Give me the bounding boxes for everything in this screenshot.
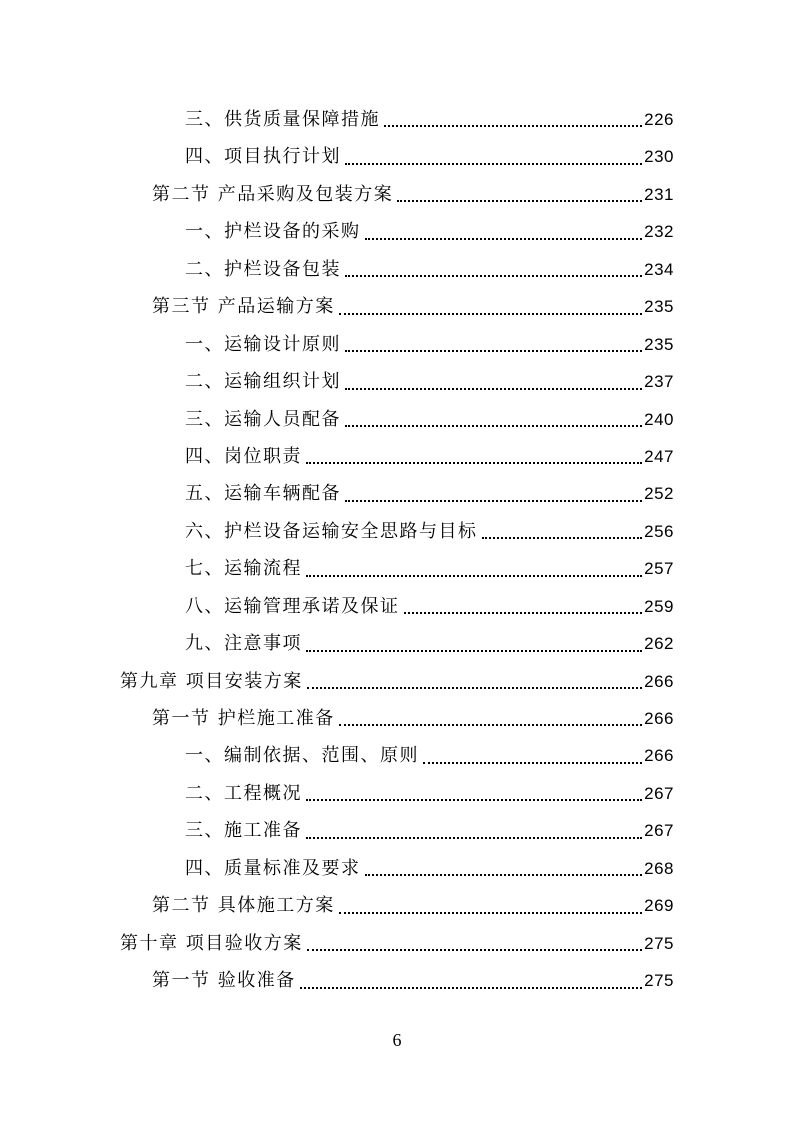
toc-entry-page: 237 bbox=[644, 372, 674, 392]
toc-entry-page: 267 bbox=[644, 783, 674, 803]
toc-entry-title: 三、施工准备 bbox=[185, 820, 302, 842]
toc-entry[interactable] bbox=[0, 176, 794, 213]
toc-entry-page: 266 bbox=[644, 709, 674, 728]
toc-entry-page: 257 bbox=[644, 559, 674, 579]
toc-entry[interactable] bbox=[0, 850, 794, 887]
toc-entry-title: 第一节 验收准备 bbox=[152, 970, 296, 992]
toc-entry-page: 269 bbox=[644, 896, 674, 916]
toc-dot-leader bbox=[482, 513, 643, 550]
toc-dot-leader bbox=[345, 401, 642, 438]
toc-entry-page: 240 bbox=[644, 409, 674, 429]
toc-dot-leader bbox=[339, 288, 642, 325]
toc-entry[interactable] bbox=[0, 700, 794, 737]
toc-entry-title: 三、运输人员配备 bbox=[185, 408, 341, 430]
toc-entry[interactable] bbox=[0, 925, 794, 962]
toc-entry-page: 262 bbox=[644, 634, 674, 654]
toc-entry-title: 六、护栏设备运输安全思路与目标 bbox=[185, 520, 478, 542]
toc-entry-page: 268 bbox=[644, 858, 674, 878]
toc-entry[interactable] bbox=[0, 887, 794, 924]
toc-entry-title: 四、岗位职责 bbox=[185, 445, 302, 467]
toc-entry[interactable] bbox=[0, 775, 794, 812]
toc-dot-leader bbox=[423, 737, 642, 774]
toc-entry-page: 231 bbox=[644, 184, 674, 204]
toc-dot-leader bbox=[365, 850, 643, 887]
toc-entry-title: 九、注意事项 bbox=[185, 633, 302, 655]
toc-dot-leader bbox=[397, 176, 642, 213]
toc-entry[interactable] bbox=[0, 363, 794, 400]
toc-entry-title: 二、工程概况 bbox=[185, 782, 302, 804]
toc-entry[interactable] bbox=[0, 475, 794, 512]
toc-dot-leader bbox=[306, 625, 642, 662]
toc-dot-leader bbox=[345, 326, 642, 363]
toc-entry[interactable] bbox=[0, 588, 794, 625]
toc-entry-page: 252 bbox=[644, 484, 674, 504]
toc-entry-page: 275 bbox=[644, 933, 674, 953]
toc-entry-page: 259 bbox=[644, 596, 674, 616]
toc-entry[interactable] bbox=[0, 251, 794, 288]
toc-entry-title: 第二节 产品采购及包装方案 bbox=[152, 183, 394, 205]
toc-entry[interactable] bbox=[0, 550, 794, 587]
toc-entry[interactable] bbox=[0, 213, 794, 250]
toc-entry-page: 266 bbox=[644, 671, 674, 691]
toc-dot-leader bbox=[345, 363, 642, 400]
toc-entry-page: 226 bbox=[644, 110, 674, 129]
toc-entry-page: 230 bbox=[644, 147, 674, 167]
toc-dot-leader bbox=[384, 101, 642, 138]
toc-entry-title: 五、运输车辆配备 bbox=[185, 483, 341, 505]
toc-dot-leader bbox=[306, 812, 642, 849]
toc-entry-title: 二、运输组织计划 bbox=[185, 371, 341, 393]
page-number: 6 bbox=[392, 1030, 402, 1050]
toc-dot-leader bbox=[306, 550, 642, 587]
toc-entry-page: 256 bbox=[644, 521, 674, 541]
toc-entry-title: 一、编制依据、范围、原则 bbox=[185, 745, 419, 767]
toc-dot-leader bbox=[306, 775, 642, 812]
toc-entry-page: 267 bbox=[644, 821, 674, 841]
toc-dot-leader bbox=[339, 887, 642, 924]
table-of-contents bbox=[0, 101, 794, 1000]
toc-entry-title: 三、供货质量保障措施 bbox=[185, 109, 380, 130]
toc-entry-title: 四、项目执行计划 bbox=[185, 146, 341, 168]
toc-entry-page: 266 bbox=[644, 746, 674, 766]
toc-entry-page: 235 bbox=[644, 297, 674, 317]
toc-entry[interactable] bbox=[0, 625, 794, 662]
toc-dot-leader bbox=[306, 438, 642, 475]
toc-dot-leader bbox=[345, 138, 642, 175]
toc-entry-page: 232 bbox=[644, 222, 674, 242]
toc-entry[interactable] bbox=[0, 101, 794, 138]
toc-entry-title: 第三节 产品运输方案 bbox=[152, 296, 335, 318]
toc-entry[interactable] bbox=[0, 737, 794, 774]
toc-entry-page: 234 bbox=[644, 259, 674, 279]
toc-entry-title: 第二节 具体施工方案 bbox=[152, 895, 335, 917]
toc-dot-leader bbox=[345, 251, 642, 288]
toc-dot-leader bbox=[307, 663, 642, 700]
toc-entry-title: 一、运输设计原则 bbox=[185, 333, 341, 355]
toc-entry-page: 235 bbox=[644, 334, 674, 354]
toc-entry-page: 275 bbox=[644, 971, 674, 991]
toc-entry[interactable] bbox=[0, 138, 794, 175]
toc-dot-leader bbox=[300, 962, 642, 999]
toc-entry[interactable] bbox=[0, 401, 794, 438]
toc-entry-title: 八、运输管理承诺及保证 bbox=[185, 595, 400, 617]
toc-entry-title: 二、护栏设备包装 bbox=[185, 258, 341, 280]
toc-entry[interactable] bbox=[0, 663, 794, 700]
toc-entry[interactable] bbox=[0, 326, 794, 363]
toc-dot-leader bbox=[404, 588, 643, 625]
toc-entry[interactable] bbox=[0, 812, 794, 849]
toc-entry[interactable] bbox=[0, 513, 794, 550]
toc-entry-title: 第一节 护栏施工准备 bbox=[152, 708, 335, 729]
toc-dot-leader bbox=[365, 213, 643, 250]
toc-entry-title: 四、质量标准及要求 bbox=[185, 857, 361, 879]
toc-entry[interactable] bbox=[0, 438, 794, 475]
toc-dot-leader bbox=[345, 475, 642, 512]
toc-dot-leader bbox=[307, 925, 642, 962]
toc-entry-page: 247 bbox=[644, 446, 674, 466]
toc-entry-title: 第十章 项目验收方案 bbox=[120, 932, 303, 954]
toc-entry-title: 一、护栏设备的采购 bbox=[185, 221, 361, 243]
toc-entry-title: 第九章 项目安装方案 bbox=[120, 670, 303, 692]
toc-entry[interactable] bbox=[0, 962, 794, 999]
toc-entry-title: 七、运输流程 bbox=[185, 558, 302, 580]
toc-dot-leader bbox=[339, 700, 642, 737]
toc-entry[interactable] bbox=[0, 288, 794, 325]
